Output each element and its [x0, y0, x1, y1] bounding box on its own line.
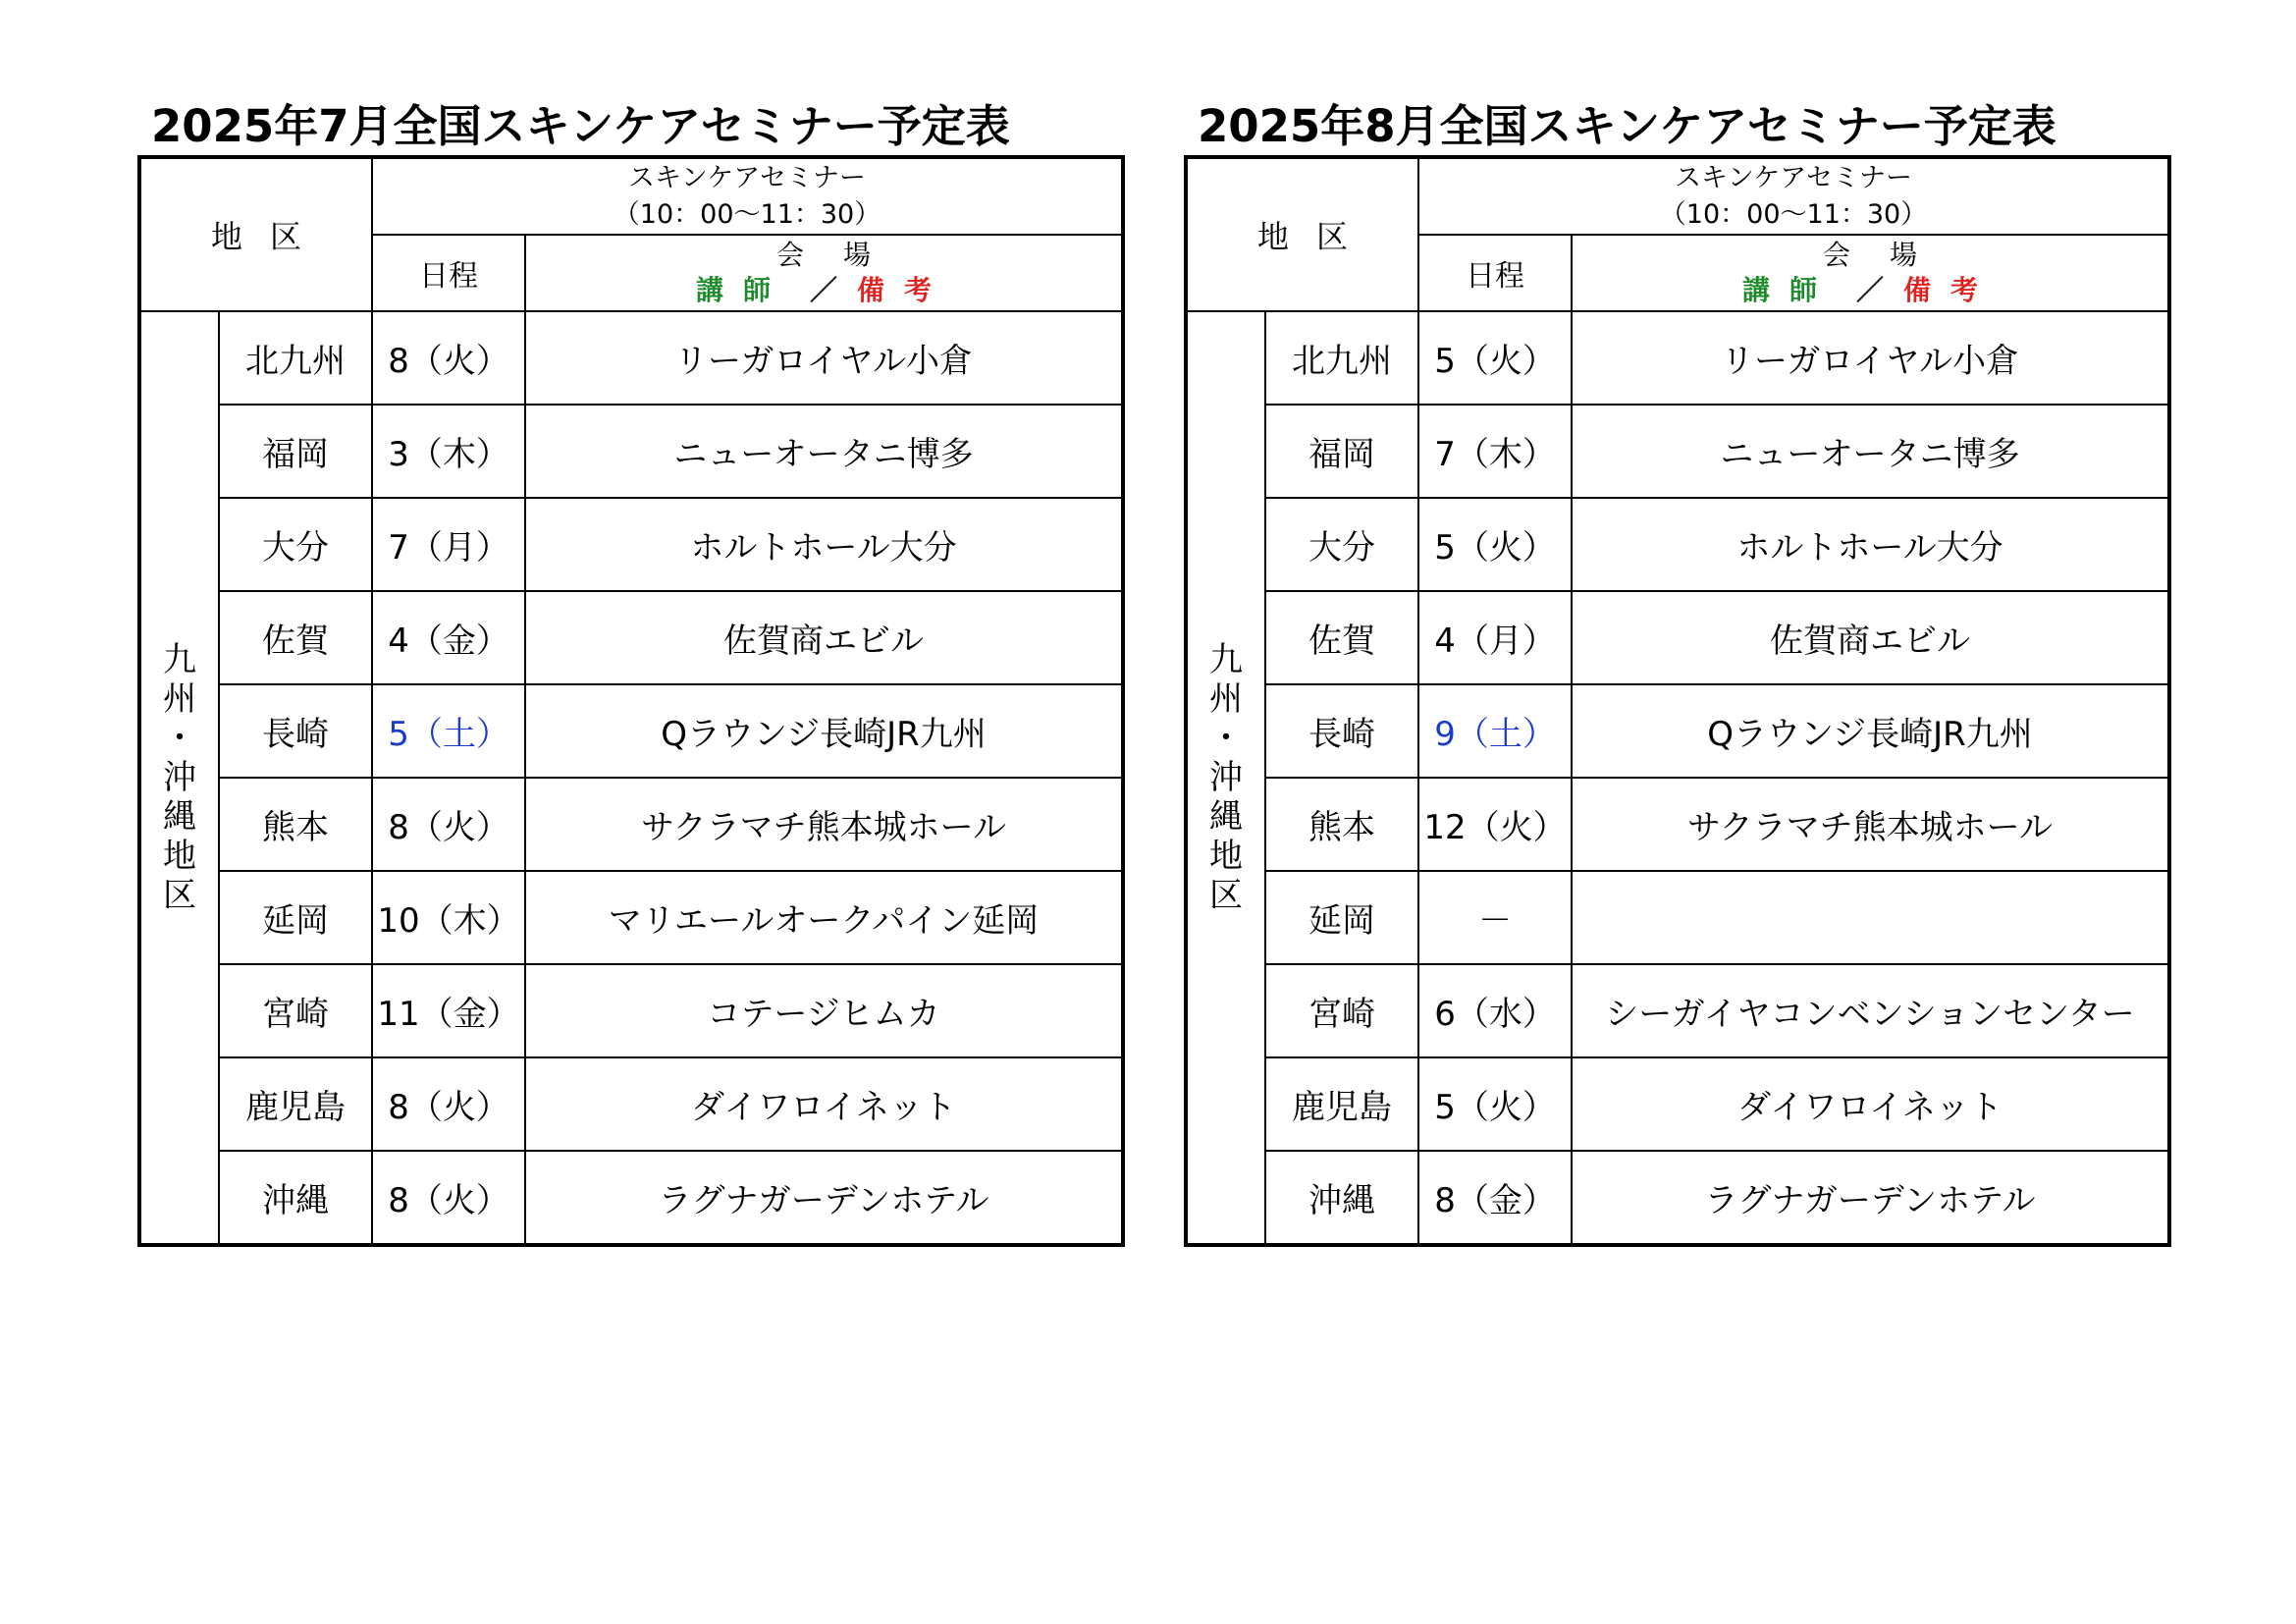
area-cell: 熊本	[1265, 778, 1418, 871]
table-row	[1186, 1151, 2169, 1245]
venue-note	[526, 273, 1121, 308]
venue-cell	[1572, 871, 2169, 964]
region-char: 縄	[1209, 797, 1243, 837]
date-cell: 7（木）	[1418, 405, 1572, 498]
header-venue	[525, 235, 1123, 311]
venue-cell: 佐賀商エビル	[525, 591, 1123, 684]
date-cell: 8（火）	[372, 1151, 525, 1245]
date-cell: 5（火）	[1418, 498, 1572, 591]
schedule-table	[1184, 155, 2171, 1247]
table-row	[139, 964, 1123, 1057]
venue-cell: ダイワロイネット	[1572, 1057, 2169, 1151]
region-cell	[139, 311, 219, 1245]
header-venue	[1572, 235, 2169, 311]
date-cell: 10（木）	[372, 871, 525, 964]
header-region: 地区	[139, 157, 372, 311]
area-cell: 沖縄	[1265, 1151, 1418, 1245]
date-cell: 4（月）	[1418, 591, 1572, 684]
date-cell: 5（火）	[1418, 311, 1572, 405]
area-cell: 佐賀	[219, 591, 372, 684]
schedule-title: 2025年7月全国スキンケアセミナー予定表	[151, 100, 1010, 152]
schedule-title: 2025年8月全国スキンケアセミナー予定表	[1198, 100, 2056, 152]
seminar-label: スキンケアセミナー	[1675, 163, 1912, 193]
region-char: ・	[1209, 719, 1243, 758]
table-row	[1186, 311, 2169, 405]
region-label	[1188, 640, 1264, 915]
date-cell: 12（火）	[1418, 778, 1572, 871]
table-row	[139, 778, 1123, 871]
area-cell: 大分	[219, 498, 372, 591]
seminar-time: （10：00～11：30）	[613, 199, 881, 230]
region-char: 沖	[1209, 758, 1243, 797]
region-char: 区	[163, 876, 196, 915]
region-cell	[1186, 311, 1265, 1245]
venue-cell: ダイワロイネット	[525, 1057, 1123, 1151]
lecturer-label: 講師	[695, 274, 790, 306]
header-date: 日程	[1418, 235, 1572, 311]
table-row	[139, 684, 1123, 778]
header-seminar	[372, 157, 1123, 235]
region-char: 州	[163, 679, 196, 719]
venue-cell: シーガイヤコンベンションセンター	[1572, 964, 2169, 1057]
area-cell: 福岡	[1265, 405, 1418, 498]
remarks-label: 備考	[1903, 274, 1999, 306]
date-cell: 8（金）	[1418, 1151, 1572, 1245]
date-cell: 5（火）	[1418, 1057, 1572, 1151]
area-cell: 北九州	[219, 311, 372, 405]
date-cell: 3（木）	[372, 405, 525, 498]
area-cell: 鹿児島	[1265, 1057, 1418, 1151]
table-row	[139, 591, 1123, 684]
area-cell: 宮崎	[1265, 964, 1418, 1057]
slash-separator: ／	[1856, 274, 1885, 306]
area-cell: 北九州	[1265, 311, 1418, 405]
date-cell: 4（金）	[372, 591, 525, 684]
area-cell: 大分	[1265, 498, 1418, 591]
venue-cell: ラグナガーデンホテル	[525, 1151, 1123, 1245]
seminar-time: （10：00～11：30）	[1659, 199, 1928, 230]
table-row	[1186, 591, 2169, 684]
date-cell: 8（火）	[372, 311, 525, 405]
region-label	[141, 640, 218, 915]
table-row	[1186, 405, 2169, 498]
region-char: 縄	[163, 797, 196, 837]
header-seminar	[1418, 157, 2169, 235]
area-cell: 佐賀	[1265, 591, 1418, 684]
area-cell: 延岡	[1265, 871, 1418, 964]
table-row	[1186, 498, 2169, 591]
area-cell: 沖縄	[219, 1151, 372, 1245]
venue-cell: Qラウンジ長崎JR九州	[1572, 684, 2169, 778]
date-cell-saturday: 9（土）	[1418, 684, 1572, 778]
date-cell: 8（火）	[372, 778, 525, 871]
venue-cell: ホルトホール大分	[525, 498, 1123, 591]
venue-cell: マリエールオークパイン延岡	[525, 871, 1123, 964]
region-char: 九	[1209, 640, 1243, 679]
venue-cell: リーガロイヤル小倉	[525, 311, 1123, 405]
venue-cell: リーガロイヤル小倉	[1572, 311, 2169, 405]
table-row	[139, 405, 1123, 498]
slash-separator: ／	[810, 274, 838, 306]
region-char: 地	[163, 837, 196, 876]
venue-label: 会場	[776, 239, 911, 271]
venue-cell: サクラマチ熊本城ホール	[1572, 778, 2169, 871]
date-cell: 11（金）	[372, 964, 525, 1057]
region-char: 沖	[163, 758, 196, 797]
schedule-august	[1184, 98, 2173, 1247]
seminar-label: スキンケアセミナー	[628, 163, 866, 193]
header-region: 地区	[1186, 157, 1418, 311]
venue-note	[1573, 273, 2167, 308]
table-row	[1186, 871, 2169, 964]
header-date: 日程	[372, 235, 525, 311]
area-cell: 福岡	[219, 405, 372, 498]
area-cell: 延岡	[219, 871, 372, 964]
table-row	[139, 1151, 1123, 1245]
schedule-july	[137, 98, 1127, 1247]
area-cell: 鹿児島	[219, 1057, 372, 1151]
lecturer-label: 講師	[1741, 274, 1837, 306]
venue-cell: ホルトホール大分	[1572, 498, 2169, 591]
venue-cell: 佐賀商エビル	[1572, 591, 2169, 684]
table-row	[139, 1057, 1123, 1151]
region-char: 区	[1209, 876, 1243, 915]
area-cell: 長崎	[1265, 684, 1418, 778]
venue-cell: Qラウンジ長崎JR九州	[525, 684, 1123, 778]
area-cell: 長崎	[219, 684, 372, 778]
table-row	[139, 871, 1123, 964]
venue-label: 会場	[1823, 239, 1957, 271]
date-cell-saturday: 5（土）	[372, 684, 525, 778]
area-cell: 熊本	[219, 778, 372, 871]
venue-cell: ニューオータニ博多	[1572, 405, 2169, 498]
table-row	[1186, 1057, 2169, 1151]
table-row	[1186, 684, 2169, 778]
date-cell: 6（水）	[1418, 964, 1572, 1057]
venue-cell: ニューオータニ博多	[525, 405, 1123, 498]
region-char: 州	[1209, 679, 1243, 719]
table-row	[1186, 778, 2169, 871]
remarks-label: 備考	[857, 274, 952, 306]
date-cell: 7（月）	[372, 498, 525, 591]
schedule-table	[137, 155, 1125, 1247]
area-cell: 宮崎	[219, 964, 372, 1057]
region-char: ・	[163, 719, 196, 758]
venue-cell: ラグナガーデンホテル	[1572, 1151, 2169, 1245]
region-char: 地	[1209, 837, 1243, 876]
date-cell: 8（火）	[372, 1057, 525, 1151]
table-row	[1186, 964, 2169, 1057]
table-row	[139, 311, 1123, 405]
venue-cell: サクラマチ熊本城ホール	[525, 778, 1123, 871]
table-row	[139, 498, 1123, 591]
date-cell: －	[1418, 871, 1572, 964]
region-char: 九	[163, 640, 196, 679]
venue-cell: コテージヒムカ	[525, 964, 1123, 1057]
